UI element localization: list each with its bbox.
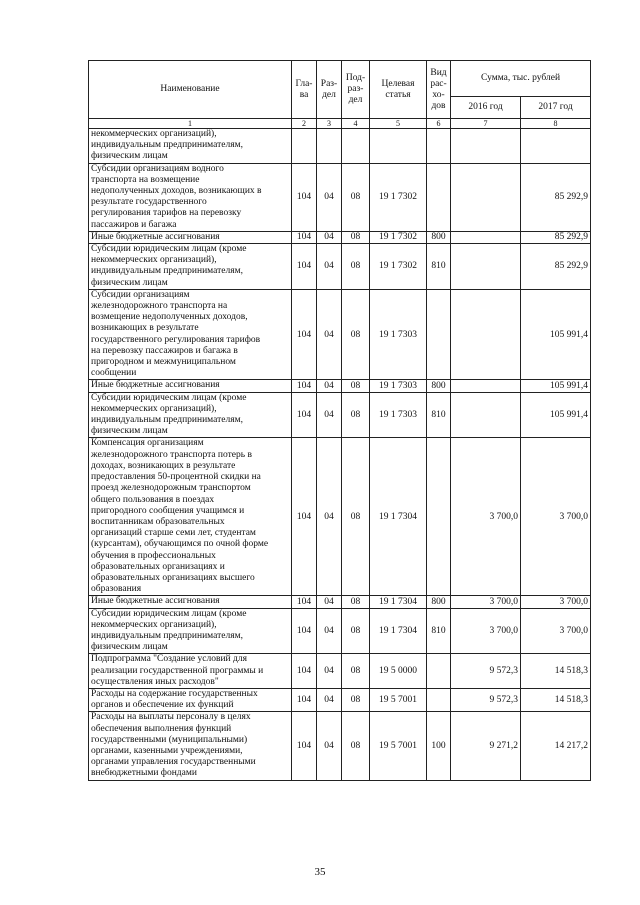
- razdel-cell: 04: [317, 244, 342, 290]
- glava-cell: 104: [292, 244, 317, 290]
- value-2017-cell: 14 518,3: [521, 654, 591, 689]
- razdel-cell: 04: [317, 380, 342, 392]
- name-cell: Компенсация организациям железнодорожного транспорта потерь в доходах, возникающих в результате предоставления 50-процентной скидки на проезд железнодорожным транспортом общего пользования в поездах пригородного сообщения учащимся и воспитанникам образовательных организаций старше семи лет, студентам (курсантам), обучающимся по очной форме обучения в профессиональных образовательных организациях и образовательных организациях высшего образования: [89, 438, 292, 596]
- vid-cell: [427, 438, 451, 596]
- target-cell: 19 1 7304: [370, 438, 427, 596]
- header-2017: 2017 год: [521, 97, 591, 119]
- column-number: 3: [317, 119, 342, 129]
- header-target: Целевая статья: [370, 61, 427, 119]
- podrazdel-cell: 08: [342, 289, 370, 380]
- vid-cell: 810: [427, 608, 451, 654]
- value-2016-cell: [451, 244, 521, 290]
- razdel-cell: 04: [317, 438, 342, 596]
- value-2017-cell: 3 700,0: [521, 438, 591, 596]
- glava-cell: 104: [292, 608, 317, 654]
- table-row: [89, 392, 591, 438]
- header-glava: Гла- ва: [292, 61, 317, 119]
- name-cell: Субсидии организациям железнодорожного транспорта на возмещение недополученных доходов, возникающих в результате государственного регулирования тарифов на перевозку пассажиров и багажа в пригородном и межмуниципальном сообщении: [89, 289, 292, 380]
- column-number: 2: [292, 119, 317, 129]
- table-row: [89, 231, 591, 243]
- column-number: 7: [451, 119, 521, 129]
- column-number-row: [89, 119, 591, 129]
- value-2017-cell: 105 991,4: [521, 380, 591, 392]
- glava-cell: 104: [292, 438, 317, 596]
- column-number: 4: [342, 119, 370, 129]
- glava-cell: 104: [292, 654, 317, 689]
- razdel-cell: 04: [317, 608, 342, 654]
- target-cell: 19 1 7302: [370, 244, 427, 290]
- value-2017-cell: 85 292,9: [521, 244, 591, 290]
- vid-cell: [427, 163, 451, 231]
- podrazdel-cell: 08: [342, 392, 370, 438]
- glava-cell: 104: [292, 231, 317, 243]
- value-2017-cell: 85 292,9: [521, 163, 591, 231]
- value-2016-cell: 3 700,0: [451, 596, 521, 608]
- value-2016-cell: [451, 129, 521, 164]
- table-row: [89, 380, 591, 392]
- value-2017-cell: 14 518,3: [521, 688, 591, 711]
- razdel-cell: 04: [317, 712, 342, 780]
- value-2016-cell: [451, 231, 521, 243]
- razdel-cell: [317, 129, 342, 164]
- razdel-cell: 04: [317, 688, 342, 711]
- vid-cell: [427, 289, 451, 380]
- name-cell: Субсидии организациям водного транспорта на возмещение недополученных доходов, возникающих в результате государственного регулирования тарифов на перевозку пассажиров и багажа: [89, 163, 292, 231]
- table-row: [89, 129, 591, 164]
- podrazdel-cell: 08: [342, 231, 370, 243]
- budget-table: [88, 60, 591, 781]
- target-cell: 19 5 7001: [370, 688, 427, 711]
- table-row: [89, 608, 591, 654]
- header-vid: Вид рас- хо- дов: [427, 61, 451, 119]
- column-number: 5: [370, 119, 427, 129]
- name-cell: Иные бюджетные ассигнования: [89, 231, 292, 243]
- value-2016-cell: 3 700,0: [451, 438, 521, 596]
- name-cell: некоммерческих организаций), индивидуальным предпринимателям, физическим лицам: [89, 129, 292, 164]
- glava-cell: 104: [292, 712, 317, 780]
- table-row: [89, 163, 591, 231]
- header-row: [89, 61, 591, 97]
- target-cell: 19 1 7304: [370, 608, 427, 654]
- value-2017-cell: 3 700,0: [521, 608, 591, 654]
- razdel-cell: 04: [317, 231, 342, 243]
- name-cell: Подпрограмма "Создание условий для реализации государственной программы и осуществления иных расходов": [89, 654, 292, 689]
- glava-cell: 104: [292, 596, 317, 608]
- glava-cell: 104: [292, 380, 317, 392]
- vid-cell: 800: [427, 380, 451, 392]
- razdel-cell: 04: [317, 654, 342, 689]
- header-razdel: Раз- дел: [317, 61, 342, 119]
- value-2016-cell: [451, 289, 521, 380]
- value-2016-cell: 3 700,0: [451, 608, 521, 654]
- value-2017-cell: [521, 129, 591, 164]
- table-row: [89, 654, 591, 689]
- target-cell: 19 5 7001: [370, 712, 427, 780]
- header-name: Наименование: [89, 61, 292, 119]
- glava-cell: 104: [292, 289, 317, 380]
- name-cell: Субсидии юридическим лицам (кроме некоммерческих организаций), индивидуальным предпринимателям, физическим лицам: [89, 392, 292, 438]
- column-number: 8: [521, 119, 591, 129]
- vid-cell: 800: [427, 231, 451, 243]
- value-2016-cell: [451, 163, 521, 231]
- name-cell: Субсидии юридическим лицам (кроме некоммерческих организаций), индивидуальным предпринимателям, физическим лицам: [89, 608, 292, 654]
- vid-cell: [427, 688, 451, 711]
- target-cell: [370, 129, 427, 164]
- podrazdel-cell: [342, 129, 370, 164]
- name-cell: Расходы на содержание государственных органов и обеспечение их функций: [89, 688, 292, 711]
- name-cell: Субсидии юридическим лицам (кроме некоммерческих организаций), индивидуальным предпринимателям, физическим лицам: [89, 244, 292, 290]
- razdel-cell: 04: [317, 596, 342, 608]
- column-number: 1: [89, 119, 292, 129]
- podrazdel-cell: 08: [342, 438, 370, 596]
- page-number: 35: [314, 866, 326, 878]
- name-cell: Иные бюджетные ассигнования: [89, 380, 292, 392]
- vid-cell: 800: [427, 596, 451, 608]
- razdel-cell: 04: [317, 289, 342, 380]
- vid-cell: 810: [427, 244, 451, 290]
- vid-cell: [427, 654, 451, 689]
- podrazdel-cell: 08: [342, 380, 370, 392]
- header-sum: Сумма, тыс. рублей: [451, 61, 591, 97]
- table-row: [89, 244, 591, 290]
- target-cell: 19 1 7303: [370, 289, 427, 380]
- table-body: [89, 129, 591, 781]
- target-cell: 19 1 7302: [370, 163, 427, 231]
- podrazdel-cell: 08: [342, 244, 370, 290]
- glava-cell: [292, 129, 317, 164]
- table-row: [89, 438, 591, 596]
- table-row: [89, 289, 591, 380]
- podrazdel-cell: 08: [342, 654, 370, 689]
- glava-cell: 104: [292, 688, 317, 711]
- vid-cell: [427, 129, 451, 164]
- vid-cell: 100: [427, 712, 451, 780]
- value-2017-cell: 85 292,9: [521, 231, 591, 243]
- razdel-cell: 04: [317, 163, 342, 231]
- target-cell: 19 1 7303: [370, 380, 427, 392]
- podrazdel-cell: 08: [342, 688, 370, 711]
- table-row: [89, 712, 591, 780]
- header-podrazdel: Под- раз- дел: [342, 61, 370, 119]
- value-2017-cell: 105 991,4: [521, 289, 591, 380]
- value-2017-cell: 3 700,0: [521, 596, 591, 608]
- podrazdel-cell: 08: [342, 596, 370, 608]
- target-cell: 19 1 7303: [370, 392, 427, 438]
- name-cell: Иные бюджетные ассигнования: [89, 596, 292, 608]
- value-2016-cell: [451, 392, 521, 438]
- column-number: 6: [427, 119, 451, 129]
- value-2017-cell: 105 991,4: [521, 392, 591, 438]
- glava-cell: 104: [292, 392, 317, 438]
- header-2016: 2016 год: [451, 97, 521, 119]
- value-2016-cell: 9 271,2: [451, 712, 521, 780]
- value-2016-cell: 9 572,3: [451, 654, 521, 689]
- podrazdel-cell: 08: [342, 712, 370, 780]
- name-cell: Расходы на выплаты персоналу в целях обеспечения выполнения функций государственными (муниципальными) органами, казенными учреждениями, органами управления государственными внебюджетными фондами: [89, 712, 292, 780]
- podrazdel-cell: 08: [342, 608, 370, 654]
- target-cell: 19 1 7302: [370, 231, 427, 243]
- value-2017-cell: 14 217,2: [521, 712, 591, 780]
- vid-cell: 810: [427, 392, 451, 438]
- value-2016-cell: 9 572,3: [451, 688, 521, 711]
- razdel-cell: 04: [317, 392, 342, 438]
- table-row: [89, 688, 591, 711]
- value-2016-cell: [451, 380, 521, 392]
- target-cell: 19 5 0000: [370, 654, 427, 689]
- table-row: [89, 596, 591, 608]
- target-cell: 19 1 7304: [370, 596, 427, 608]
- glava-cell: 104: [292, 163, 317, 231]
- podrazdel-cell: 08: [342, 163, 370, 231]
